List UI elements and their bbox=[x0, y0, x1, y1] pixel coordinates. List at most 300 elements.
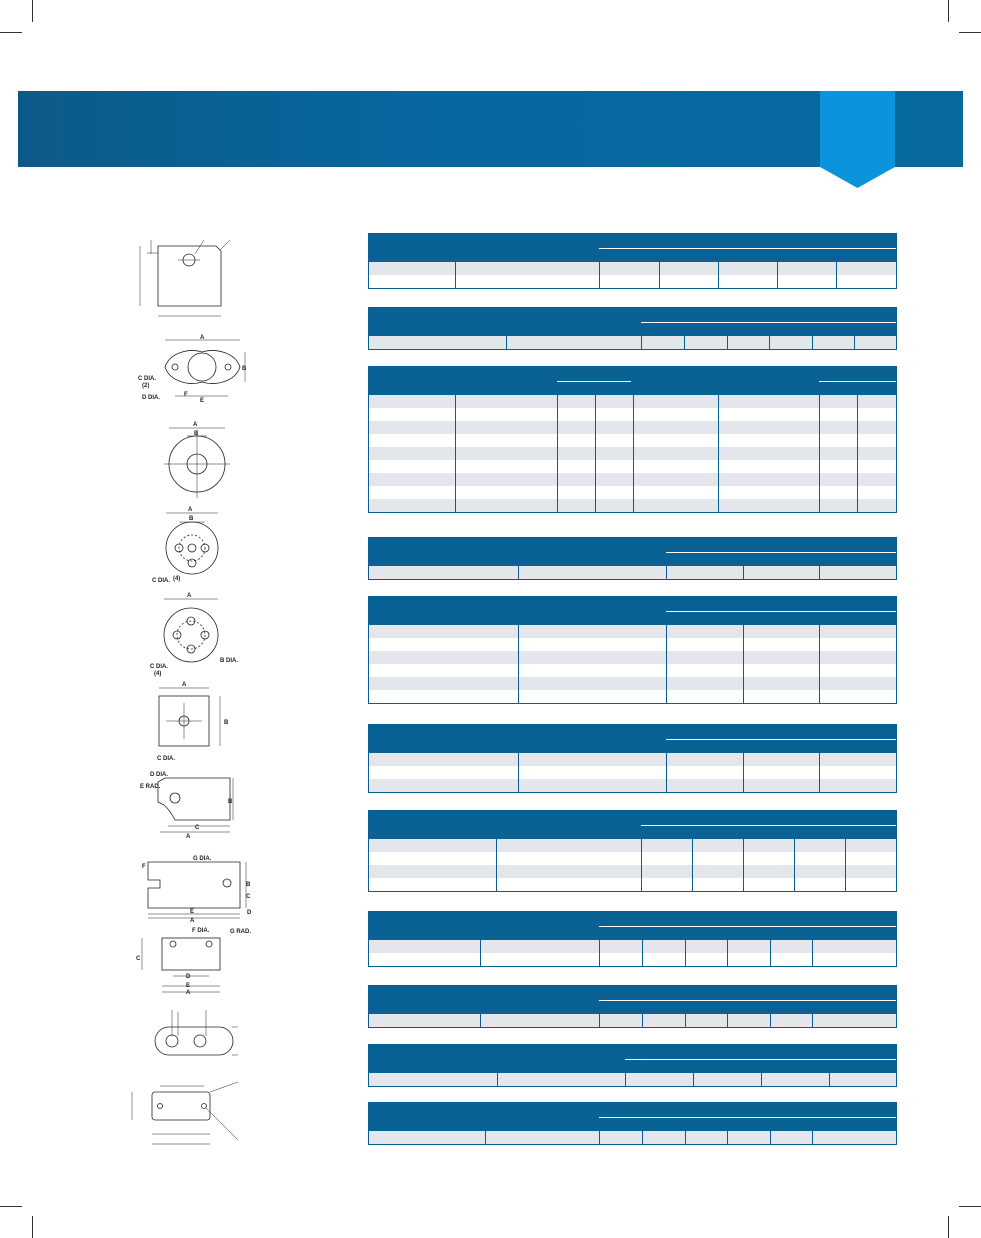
table-cell bbox=[819, 690, 896, 703]
table-cell bbox=[693, 1073, 761, 1086]
svg-text:A: A bbox=[190, 918, 195, 924]
table-cell bbox=[455, 473, 557, 486]
svg-text:(4): (4) bbox=[154, 671, 162, 677]
table-cell bbox=[770, 953, 812, 966]
table-cell bbox=[369, 779, 518, 792]
table-cell bbox=[518, 753, 666, 766]
drawing-round-cross-holes bbox=[150, 593, 238, 677]
table-cell bbox=[633, 434, 718, 447]
table-cell bbox=[777, 262, 836, 275]
table-cell bbox=[496, 839, 641, 852]
table-cell bbox=[819, 447, 857, 460]
table-cell bbox=[641, 852, 692, 865]
table-cell bbox=[794, 839, 845, 852]
svg-text:A: A bbox=[182, 682, 187, 688]
table-cell bbox=[369, 486, 455, 499]
table-cell bbox=[727, 336, 769, 349]
table-cell bbox=[595, 460, 633, 473]
table-cell bbox=[455, 262, 599, 275]
table-cell bbox=[369, 275, 455, 288]
table-cell bbox=[845, 878, 896, 891]
spec-table-2 bbox=[368, 307, 897, 350]
crop-mark bbox=[0, 1206, 22, 1207]
table-cell bbox=[666, 651, 743, 664]
table-cell bbox=[518, 651, 666, 664]
table-cell bbox=[769, 336, 812, 349]
table-header bbox=[369, 912, 896, 940]
svg-text:A: A bbox=[193, 422, 198, 428]
table-row bbox=[369, 421, 896, 434]
table-cell bbox=[845, 839, 896, 852]
table-header bbox=[369, 367, 896, 395]
table-cell bbox=[812, 1131, 854, 1144]
svg-text:A: A bbox=[186, 834, 191, 840]
table-cell bbox=[857, 447, 895, 460]
table-cell bbox=[595, 408, 633, 421]
table-row bbox=[369, 447, 896, 460]
spec-table-1 bbox=[368, 233, 897, 289]
table-cell bbox=[641, 878, 692, 891]
table-cell bbox=[642, 953, 685, 966]
table-cell bbox=[857, 434, 895, 447]
table-cell bbox=[557, 434, 595, 447]
table-header bbox=[369, 1045, 896, 1073]
table-cell bbox=[518, 677, 666, 690]
table-cell bbox=[819, 434, 857, 447]
table-row bbox=[369, 473, 896, 486]
table-cell bbox=[557, 486, 595, 499]
table-cell bbox=[819, 460, 857, 473]
table-cell bbox=[718, 408, 819, 421]
table-cell bbox=[642, 1131, 685, 1144]
table-cell bbox=[770, 1131, 812, 1144]
table-cell bbox=[641, 839, 692, 852]
table-cell bbox=[633, 499, 718, 512]
table-cell bbox=[455, 434, 557, 447]
table-row bbox=[369, 664, 896, 677]
table-cell bbox=[595, 486, 633, 499]
table-row bbox=[369, 275, 896, 288]
table-cell bbox=[485, 1131, 599, 1144]
table-cell bbox=[836, 262, 896, 275]
table-cell bbox=[455, 447, 557, 460]
header-rule bbox=[666, 552, 896, 553]
table-cell bbox=[369, 878, 496, 891]
table-cell bbox=[595, 473, 633, 486]
table-header bbox=[369, 538, 896, 566]
table-row bbox=[369, 499, 896, 512]
table-row bbox=[369, 1131, 896, 1144]
table-cell bbox=[857, 421, 895, 434]
table-cell bbox=[480, 1014, 599, 1027]
table-cell bbox=[692, 878, 743, 891]
table-row bbox=[369, 839, 896, 852]
table-cell bbox=[743, 839, 794, 852]
table-cell bbox=[369, 1131, 485, 1144]
table-row bbox=[369, 395, 896, 408]
svg-text:(2): (2) bbox=[142, 383, 150, 389]
svg-text:C DIA.: C DIA. bbox=[157, 756, 175, 762]
table-cell bbox=[857, 395, 895, 408]
table-cell bbox=[692, 852, 743, 865]
table-row bbox=[369, 566, 896, 579]
table-cell bbox=[369, 262, 455, 275]
table-cell bbox=[685, 1131, 727, 1144]
crop-mark bbox=[948, 0, 949, 22]
table-cell bbox=[727, 1131, 770, 1144]
table-cell bbox=[369, 421, 455, 434]
crop-mark bbox=[959, 32, 981, 33]
table-cell bbox=[595, 395, 633, 408]
table-cell bbox=[557, 447, 595, 460]
table-cell bbox=[819, 638, 896, 651]
table-cell bbox=[659, 275, 718, 288]
svg-text:E: E bbox=[200, 398, 205, 404]
table-cell bbox=[819, 779, 896, 792]
table-cell bbox=[369, 447, 455, 460]
table-cell bbox=[557, 395, 595, 408]
table-row bbox=[369, 852, 896, 865]
table-cell bbox=[819, 408, 857, 421]
table-cell bbox=[496, 865, 641, 878]
table-cell bbox=[666, 753, 743, 766]
table-cell bbox=[599, 262, 659, 275]
svg-text:A: A bbox=[188, 507, 193, 513]
table-cell bbox=[857, 460, 895, 473]
table-cell bbox=[633, 473, 718, 486]
table-cell bbox=[557, 473, 595, 486]
spec-table-8 bbox=[368, 911, 897, 967]
table-cell bbox=[718, 275, 777, 288]
table-cell bbox=[666, 638, 743, 651]
table-cell bbox=[369, 499, 455, 512]
drawing-rectangle-two-holes bbox=[136, 928, 251, 996]
table-cell bbox=[599, 275, 659, 288]
table-cell bbox=[819, 421, 857, 434]
table-cell bbox=[743, 878, 794, 891]
table-cell bbox=[727, 1014, 770, 1027]
svg-text:G RAD.: G RAD. bbox=[230, 929, 251, 935]
table-cell bbox=[727, 940, 770, 953]
svg-text:D DIA.: D DIA. bbox=[142, 395, 160, 401]
table-cell bbox=[718, 447, 819, 460]
table-row bbox=[369, 779, 896, 792]
table-row bbox=[369, 865, 896, 878]
table-cell bbox=[633, 421, 718, 434]
drawings-column bbox=[120, 230, 270, 1160]
table-cell bbox=[666, 766, 743, 779]
table-cell bbox=[692, 865, 743, 878]
table-cell bbox=[685, 1014, 727, 1027]
table-cell bbox=[506, 336, 641, 349]
table-cell bbox=[633, 460, 718, 473]
table-header bbox=[369, 234, 896, 262]
table-cell bbox=[369, 625, 518, 638]
table-cell bbox=[743, 753, 819, 766]
svg-text:F: F bbox=[184, 392, 188, 398]
table-cell bbox=[854, 336, 896, 349]
table-cell bbox=[743, 766, 819, 779]
table-cell bbox=[666, 779, 743, 792]
header-rule bbox=[625, 1059, 896, 1060]
table-cell bbox=[455, 460, 557, 473]
drawing-notched-corner bbox=[140, 772, 233, 840]
table-cell bbox=[369, 395, 455, 408]
svg-text:E: E bbox=[186, 983, 191, 989]
svg-text:B: B bbox=[228, 799, 233, 805]
table-cell bbox=[666, 677, 743, 690]
table-cell bbox=[369, 753, 518, 766]
table-cell bbox=[642, 1014, 685, 1027]
svg-text:F: F bbox=[142, 864, 146, 870]
table-cell bbox=[369, 865, 496, 878]
table-cell bbox=[743, 690, 819, 703]
svg-text:A: A bbox=[187, 593, 192, 599]
svg-text:C DIA.: C DIA. bbox=[150, 664, 168, 670]
table-cell bbox=[819, 566, 896, 579]
table-cell bbox=[557, 408, 595, 421]
drawing-rectangle-angled-hole bbox=[132, 1082, 238, 1144]
table-cell bbox=[692, 839, 743, 852]
svg-text:B: B bbox=[242, 366, 247, 372]
table-cell bbox=[369, 953, 480, 966]
svg-text:F DIA.: F DIA. bbox=[192, 928, 210, 934]
table-cell bbox=[743, 638, 819, 651]
table-cell bbox=[369, 852, 496, 865]
crop-mark bbox=[32, 1216, 33, 1238]
table-cell bbox=[369, 839, 496, 852]
table-cell bbox=[857, 408, 895, 421]
table-cell bbox=[369, 940, 480, 953]
table-cell bbox=[666, 690, 743, 703]
table-cell bbox=[666, 664, 743, 677]
table-cell bbox=[369, 408, 455, 421]
svg-text:B: B bbox=[224, 720, 229, 726]
table-row bbox=[369, 940, 896, 953]
table-cell bbox=[812, 953, 854, 966]
table-header bbox=[369, 597, 896, 625]
svg-text:B: B bbox=[246, 882, 251, 888]
header-rule bbox=[599, 1117, 896, 1118]
table-cell bbox=[685, 940, 727, 953]
table-header bbox=[369, 725, 896, 753]
table-row bbox=[369, 336, 896, 349]
table-cell bbox=[845, 865, 896, 878]
table-cell bbox=[819, 473, 857, 486]
table-cell bbox=[369, 460, 455, 473]
header-rule bbox=[666, 611, 896, 612]
svg-text:D: D bbox=[247, 910, 252, 916]
svg-text:C: C bbox=[246, 894, 251, 900]
table-cell bbox=[455, 486, 557, 499]
svg-text:E RAD.: E RAD. bbox=[140, 784, 161, 790]
table-cell bbox=[369, 664, 518, 677]
table-cell bbox=[518, 625, 666, 638]
table-cell bbox=[718, 434, 819, 447]
table-cell bbox=[684, 336, 727, 349]
table-cell bbox=[369, 638, 518, 651]
table-row bbox=[369, 486, 896, 499]
table-cell bbox=[819, 499, 857, 512]
drawing-obround-two-holes bbox=[155, 1010, 238, 1055]
svg-text:B: B bbox=[194, 431, 199, 437]
table-row bbox=[369, 766, 896, 779]
table-cell bbox=[857, 473, 895, 486]
table-row bbox=[369, 753, 896, 766]
spec-table-5 bbox=[368, 596, 897, 704]
table-cell bbox=[794, 878, 845, 891]
table-cell bbox=[718, 486, 819, 499]
table-cell bbox=[836, 275, 896, 288]
table-cell bbox=[369, 566, 518, 579]
table-cell bbox=[455, 408, 557, 421]
header-rule bbox=[819, 381, 896, 382]
table-cell bbox=[743, 651, 819, 664]
table-cell bbox=[819, 651, 896, 664]
table-cell bbox=[812, 1014, 854, 1027]
header-rule bbox=[641, 322, 896, 323]
table-cell bbox=[819, 486, 857, 499]
table-row bbox=[369, 677, 896, 690]
spec-table-6 bbox=[368, 724, 897, 793]
header-rule bbox=[599, 248, 896, 249]
spec-table-11 bbox=[368, 1102, 897, 1145]
table-row bbox=[369, 1073, 896, 1086]
spec-table-7 bbox=[368, 810, 897, 892]
table-cell bbox=[599, 1131, 642, 1144]
table-row bbox=[369, 953, 896, 966]
table-cell bbox=[633, 408, 718, 421]
header-rule bbox=[641, 825, 896, 826]
table-row bbox=[369, 408, 896, 421]
table-cell bbox=[497, 1073, 625, 1086]
drawing-square-center-hole bbox=[157, 682, 229, 762]
svg-text:A: A bbox=[186, 990, 191, 996]
table-cell bbox=[557, 460, 595, 473]
spec-table-10 bbox=[368, 1044, 897, 1087]
table-cell bbox=[857, 499, 895, 512]
table-cell bbox=[633, 486, 718, 499]
table-cell bbox=[812, 940, 854, 953]
table-cell bbox=[659, 262, 718, 275]
header-rule bbox=[599, 926, 896, 927]
table-cell bbox=[518, 566, 666, 579]
table-cell bbox=[794, 865, 845, 878]
table-cell bbox=[480, 940, 599, 953]
svg-text:D: D bbox=[186, 974, 191, 980]
spec-table-9 bbox=[368, 985, 897, 1028]
table-cell bbox=[641, 865, 692, 878]
svg-text:C: C bbox=[136, 956, 141, 962]
table-cell bbox=[599, 953, 642, 966]
table-cell bbox=[455, 395, 557, 408]
table-cell bbox=[819, 625, 896, 638]
table-cell bbox=[761, 1073, 829, 1086]
header-rule bbox=[599, 1000, 896, 1001]
table-cell bbox=[633, 447, 718, 460]
table-cell bbox=[369, 336, 506, 349]
table-row bbox=[369, 878, 896, 891]
table-cell bbox=[743, 664, 819, 677]
table-cell bbox=[743, 779, 819, 792]
table-cell bbox=[455, 499, 557, 512]
table-cell bbox=[633, 395, 718, 408]
table-cell bbox=[718, 262, 777, 275]
table-cell bbox=[812, 336, 854, 349]
table-cell bbox=[557, 421, 595, 434]
table-cell bbox=[685, 953, 727, 966]
table-cell bbox=[819, 766, 896, 779]
table-cell bbox=[819, 664, 896, 677]
table-cell bbox=[743, 677, 819, 690]
svg-text:A: A bbox=[200, 335, 205, 341]
spec-table-4 bbox=[368, 537, 897, 580]
header-rule bbox=[666, 739, 896, 740]
table-row bbox=[369, 690, 896, 703]
table-row bbox=[369, 434, 896, 447]
crop-mark bbox=[0, 32, 22, 33]
table-cell bbox=[595, 434, 633, 447]
table-header bbox=[369, 986, 896, 1014]
table-cell bbox=[496, 852, 641, 865]
header-rule bbox=[557, 381, 631, 382]
drawing-square-corner-hole bbox=[140, 240, 230, 316]
table-header bbox=[369, 308, 896, 336]
table-cell bbox=[794, 852, 845, 865]
svg-text:G DIA.: G DIA. bbox=[193, 856, 212, 862]
table-row bbox=[369, 1014, 896, 1027]
table-cell bbox=[819, 395, 857, 408]
table-cell bbox=[369, 473, 455, 486]
table-row bbox=[369, 460, 896, 473]
table-cell bbox=[819, 753, 896, 766]
table-row bbox=[369, 625, 896, 638]
table-cell bbox=[595, 499, 633, 512]
crop-mark bbox=[32, 0, 33, 22]
table-cell bbox=[718, 395, 819, 408]
table-header bbox=[369, 1103, 896, 1131]
table-cell bbox=[369, 677, 518, 690]
table-cell bbox=[557, 499, 595, 512]
chapter-tab bbox=[820, 91, 895, 188]
drawing-slotted-rectangle bbox=[142, 856, 252, 924]
table-cell bbox=[599, 1014, 642, 1027]
table-cell bbox=[641, 336, 684, 349]
table-cell bbox=[455, 421, 557, 434]
table-cell bbox=[642, 940, 685, 953]
table-cell bbox=[595, 421, 633, 434]
svg-text:E: E bbox=[190, 909, 195, 915]
table-cell bbox=[845, 852, 896, 865]
table-cell bbox=[369, 766, 518, 779]
table-cell bbox=[718, 460, 819, 473]
table-cell bbox=[666, 566, 743, 579]
table-cell bbox=[480, 953, 599, 966]
table-cell bbox=[625, 1073, 693, 1086]
spec-table-3 bbox=[368, 366, 897, 513]
table-cell bbox=[829, 1073, 896, 1086]
table-cell bbox=[369, 1014, 480, 1027]
table-cell bbox=[518, 690, 666, 703]
table-header bbox=[369, 811, 896, 839]
table-cell bbox=[718, 421, 819, 434]
table-cell bbox=[770, 1014, 812, 1027]
table-cell bbox=[718, 473, 819, 486]
table-cell bbox=[496, 878, 641, 891]
table-cell bbox=[743, 566, 819, 579]
table-cell bbox=[857, 486, 895, 499]
table-cell bbox=[666, 625, 743, 638]
